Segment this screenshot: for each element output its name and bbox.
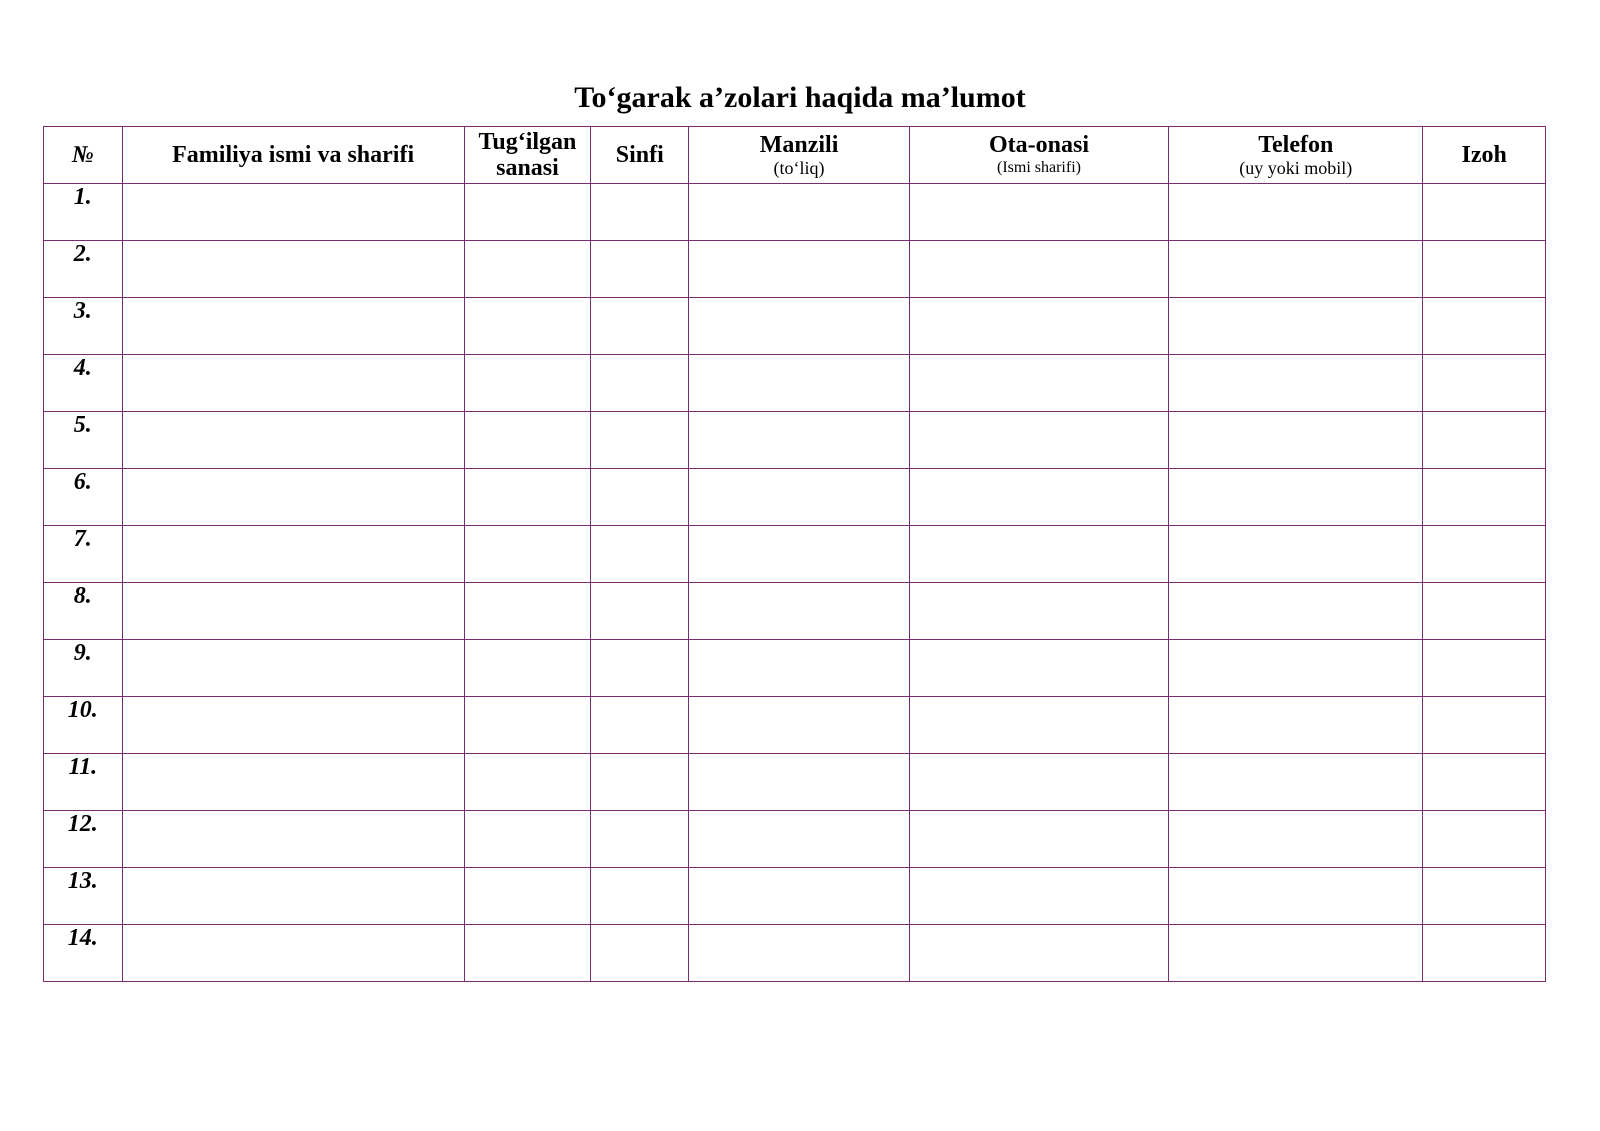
address-cell[interactable] — [689, 925, 910, 982]
notes-cell[interactable] — [1423, 241, 1546, 298]
class-cell[interactable] — [591, 469, 689, 526]
address-cell[interactable] — [689, 298, 910, 355]
address-cell[interactable] — [689, 241, 910, 298]
address-cell[interactable] — [689, 754, 910, 811]
parents-cell[interactable] — [909, 241, 1168, 298]
notes-cell[interactable] — [1423, 697, 1546, 754]
row-number: 14. — [44, 925, 123, 982]
birth-date-cell[interactable] — [464, 526, 591, 583]
full-name-cell[interactable] — [122, 469, 464, 526]
phone-cell[interactable] — [1169, 754, 1423, 811]
header-address-label: Manzili — [759, 132, 839, 158]
parents-cell[interactable] — [909, 640, 1168, 697]
class-cell[interactable] — [591, 811, 689, 868]
notes-cell[interactable] — [1423, 754, 1546, 811]
parents-cell[interactable] — [909, 925, 1168, 982]
address-cell[interactable] — [689, 868, 910, 925]
address-cell[interactable] — [689, 526, 910, 583]
class-cell[interactable] — [591, 640, 689, 697]
row-number: 4. — [44, 355, 123, 412]
table-row — [44, 754, 1546, 811]
birth-date-cell[interactable] — [464, 640, 591, 697]
full-name-cell[interactable] — [122, 754, 464, 811]
full-name-cell[interactable] — [122, 184, 464, 241]
notes-cell[interactable] — [1423, 298, 1546, 355]
table-row — [44, 868, 1546, 925]
notes-cell[interactable] — [1423, 184, 1546, 241]
class-cell[interactable] — [591, 298, 689, 355]
row-number: 5. — [44, 412, 123, 469]
notes-cell[interactable] — [1423, 925, 1546, 982]
class-cell[interactable] — [591, 241, 689, 298]
address-cell[interactable] — [689, 811, 910, 868]
full-name-cell[interactable] — [122, 583, 464, 640]
address-cell[interactable] — [689, 640, 910, 697]
birth-date-cell[interactable] — [464, 754, 591, 811]
address-cell[interactable] — [689, 184, 910, 241]
birth-date-cell[interactable] — [464, 583, 591, 640]
class-cell[interactable] — [591, 925, 689, 982]
birth-date-cell[interactable] — [464, 868, 591, 925]
parents-cell[interactable] — [909, 583, 1168, 640]
full-name-cell[interactable] — [122, 412, 464, 469]
row-number: 7. — [44, 526, 123, 583]
parents-cell[interactable] — [909, 811, 1168, 868]
table-row — [44, 412, 1546, 469]
row-number: 10. — [44, 697, 123, 754]
full-name-cell[interactable] — [122, 811, 464, 868]
row-number: 11. — [44, 754, 123, 811]
header-row — [44, 127, 1546, 184]
phone-cell[interactable] — [1169, 469, 1423, 526]
row-number: 8. — [44, 583, 123, 640]
class-cell[interactable] — [591, 754, 689, 811]
table-row — [44, 811, 1546, 868]
phone-cell[interactable] — [1169, 697, 1423, 754]
address-cell[interactable] — [689, 697, 910, 754]
header-parents-label: Ota-onasi — [988, 132, 1089, 158]
phone-cell[interactable] — [1169, 184, 1423, 241]
address-cell[interactable] — [689, 469, 910, 526]
full-name-cell[interactable] — [122, 640, 464, 697]
notes-cell[interactable] — [1423, 583, 1546, 640]
birth-date-cell[interactable] — [464, 298, 591, 355]
class-cell[interactable] — [591, 526, 689, 583]
birth-date-cell[interactable] — [464, 925, 591, 982]
parents-cell[interactable] — [909, 754, 1168, 811]
header-phone — [1169, 127, 1423, 184]
phone-cell[interactable] — [1169, 640, 1423, 697]
table-row — [44, 184, 1546, 241]
class-cell[interactable] — [591, 583, 689, 640]
parents-cell[interactable] — [909, 355, 1168, 412]
class-cell[interactable] — [591, 412, 689, 469]
row-number: 13. — [44, 868, 123, 925]
header-address — [689, 127, 910, 184]
address-cell[interactable] — [689, 355, 910, 412]
birth-date-cell[interactable] — [464, 241, 591, 298]
parents-cell[interactable] — [909, 868, 1168, 925]
class-cell[interactable] — [591, 868, 689, 925]
birth-date-cell[interactable] — [464, 184, 591, 241]
header-full-name: Familiya ismi va sharifi — [122, 127, 464, 184]
header-birth-date-line2: sanasi — [496, 155, 559, 181]
full-name-cell[interactable] — [122, 355, 464, 412]
header-address-note: (to‘liq) — [773, 158, 825, 178]
notes-cell[interactable] — [1423, 811, 1546, 868]
row-number: 12. — [44, 811, 123, 868]
class-cell[interactable] — [591, 355, 689, 412]
row-number: 6. — [44, 469, 123, 526]
table-row — [44, 640, 1546, 697]
phone-cell[interactable] — [1169, 811, 1423, 868]
parents-cell[interactable] — [909, 298, 1168, 355]
table-body — [44, 184, 1546, 982]
header-phone-note: (uy yoki mobil) — [1239, 158, 1353, 178]
phone-cell[interactable] — [1169, 868, 1423, 925]
birth-date-cell[interactable] — [464, 355, 591, 412]
header-birth-date-line1: Tug‘ilgan — [478, 129, 577, 155]
phone-cell[interactable] — [1169, 526, 1423, 583]
row-number: 1. — [44, 184, 123, 241]
full-name-cell[interactable] — [122, 526, 464, 583]
full-name-cell[interactable] — [122, 697, 464, 754]
notes-cell[interactable] — [1423, 868, 1546, 925]
phone-cell[interactable] — [1169, 241, 1423, 298]
header-class: Sinfi — [591, 127, 689, 184]
birth-date-cell[interactable] — [464, 469, 591, 526]
parents-cell[interactable] — [909, 469, 1168, 526]
table-row — [44, 697, 1546, 754]
notes-cell[interactable] — [1423, 469, 1546, 526]
header-parents — [909, 127, 1168, 184]
header-parents-note: (Ismi sharifi) — [997, 159, 1081, 176]
notes-cell[interactable] — [1423, 412, 1546, 469]
phone-cell[interactable] — [1169, 355, 1423, 412]
row-number: 3. — [44, 298, 123, 355]
members-table — [43, 126, 1546, 982]
header-birth-date — [464, 127, 591, 184]
table-row — [44, 469, 1546, 526]
table-row — [44, 298, 1546, 355]
phone-cell[interactable] — [1169, 583, 1423, 640]
full-name-cell[interactable] — [122, 241, 464, 298]
address-cell[interactable] — [689, 583, 910, 640]
parents-cell[interactable] — [909, 412, 1168, 469]
parents-cell[interactable] — [909, 184, 1168, 241]
class-cell[interactable] — [591, 184, 689, 241]
full-name-cell[interactable] — [122, 868, 464, 925]
birth-date-cell[interactable] — [464, 811, 591, 868]
row-number: 9. — [44, 640, 123, 697]
table-row — [44, 583, 1546, 640]
class-cell[interactable] — [591, 697, 689, 754]
birth-date-cell[interactable] — [464, 412, 591, 469]
notes-cell[interactable] — [1423, 355, 1546, 412]
table-row — [44, 925, 1546, 982]
row-number: 2. — [44, 241, 123, 298]
phone-cell[interactable] — [1169, 412, 1423, 469]
table-row — [44, 355, 1546, 412]
phone-cell[interactable] — [1169, 298, 1423, 355]
table-row — [44, 241, 1546, 298]
header-notes: Izoh — [1423, 127, 1546, 184]
table-row — [44, 526, 1546, 583]
notes-cell[interactable] — [1423, 640, 1546, 697]
parents-cell[interactable] — [909, 697, 1168, 754]
address-cell[interactable] — [689, 412, 910, 469]
page-title: To‘garak a’zolari haqida ma’lumot — [574, 81, 1026, 114]
parents-cell[interactable] — [909, 526, 1168, 583]
header-number: № — [44, 127, 123, 184]
full-name-cell[interactable] — [122, 298, 464, 355]
full-name-cell[interactable] — [122, 925, 464, 982]
notes-cell[interactable] — [1423, 526, 1546, 583]
birth-date-cell[interactable] — [464, 697, 591, 754]
header-phone-label: Telefon — [1258, 132, 1334, 158]
phone-cell[interactable] — [1169, 925, 1423, 982]
